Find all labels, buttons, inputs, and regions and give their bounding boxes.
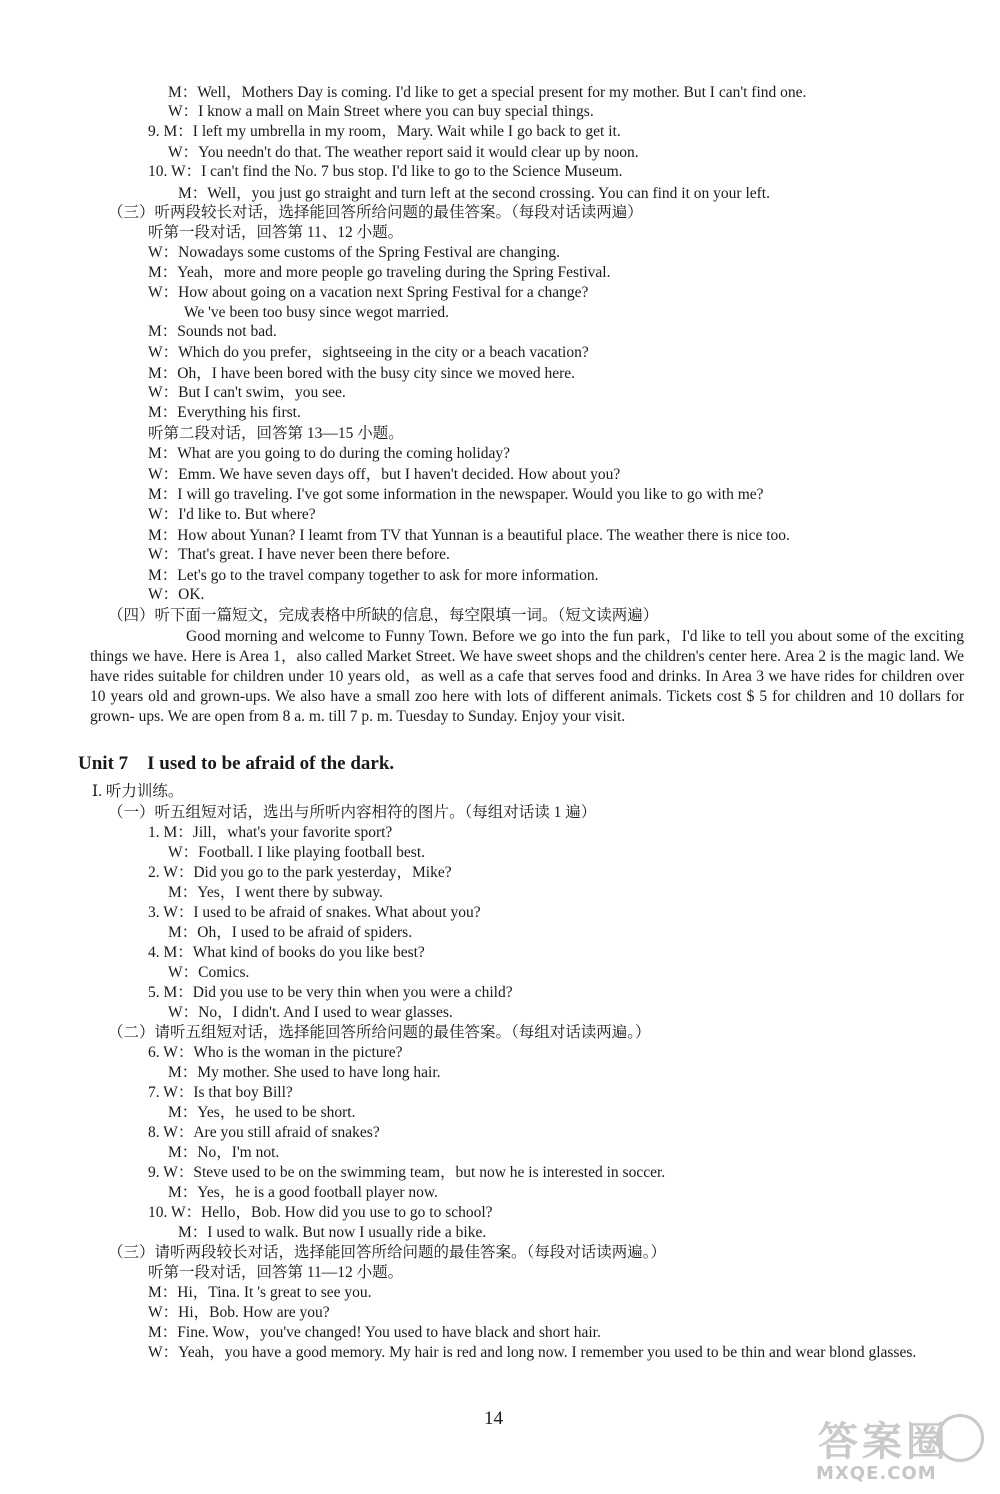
dialogue-line: 9. M：I left my umbrella in my room，Mary. Wait while I go back to get it.: [148, 123, 621, 140]
dialogue-line: 7. W：Is that boy Bill?: [148, 1084, 293, 1101]
sub-instruction: 听第二段对话，回答第 13—15 小题。: [148, 425, 404, 442]
dialogue-line: W：Yeah，you have a good memory. My hair is red and long now. I remember you used to be thin and wear blond glasses.: [148, 1344, 917, 1361]
dialogue-line: M：Sounds not bad.: [148, 323, 277, 340]
dialogue-line: W：How about going on a vacation next Spring Festival for a change?: [148, 284, 589, 301]
unit-heading: Unit 7 I used to be afraid of the dark.: [78, 753, 395, 774]
section-instruction: （三）听两段较长对话，选择能回答所给问题的最佳答案。（每段对话读两遍）: [108, 204, 643, 221]
section-instruction: （二）请听五组短对话，选择能回答所给问题的最佳答案。（每组对话读两遍。）: [108, 1024, 651, 1041]
passage-text: Good morning and welcome to Funny Town. Before we go into the fun park，I'd like to tell you about some of the exciting things we have. Here is Area 1，also called Market Street. We have sweet shops and the children's center here. Area 2 is the magic land. We have rides suitable for children under 10 years old，as well as a cafe that serves food and drinks. In Area 3 we have rides for children over 10 years old and grown-ups. We also have a small zoo here with lots of different animals. Tickets cost $ 5 for children and 10 dollars for grown- ups. We are open from 8 a. m. till 7 p. m. Tuesday to Sunday. Enjoy your visit.: [90, 628, 964, 725]
dialogue-line: M：Yes，he used to be short.: [168, 1104, 356, 1121]
dialogue-line: W：Nowadays some customs of the Spring Festival are changing.: [148, 244, 560, 261]
sub-instruction: 听第一段对话，回答第 11—12 小题。: [148, 1264, 404, 1281]
section-instruction: （四）听下面一篇短文，完成表格中所缺的信息，每空限填一词。（短文读两遍）: [108, 607, 659, 624]
dialogue-line: 8. W：Are you still afraid of snakes?: [148, 1124, 380, 1141]
dialogue-line: M：Well，you just go straight and turn left at the second crossing. You can find it on your left.: [178, 185, 770, 202]
dialogue-line: W：Comics.: [168, 964, 250, 981]
dialogue-line: We 've been too busy since wegot married.: [184, 304, 449, 321]
dialogue-line: W：But I can't swim，you see.: [148, 384, 346, 401]
dialogue-line: M：Fine. Wow，you've changed! You used to have black and short hair.: [148, 1324, 601, 1341]
dialogue-line: 1. M：Jill，what's your favorite sport?: [148, 824, 393, 841]
dialogue-line: W：No，I didn't. And I used to wear glasses.: [168, 1004, 453, 1021]
dialogue-line: 2. W：Did you go to the park yesterday，Mike?: [148, 864, 452, 881]
dialogue-line: 4. M：What kind of books do you like best?: [148, 944, 425, 961]
dialogue-line: M：Hi，Tina. It 's great to see you.: [148, 1284, 372, 1301]
part-heading: Ⅰ. 听力训练。: [92, 783, 184, 800]
dialogue-line: 6. W：Who is the woman in the picture?: [148, 1044, 403, 1061]
section-instruction: （一）听五组短对话，选出与所听内容相符的图片。（每组对话读 1 遍）: [108, 804, 597, 821]
dialogue-line: M：Yes，I went there by subway.: [168, 884, 383, 901]
watermark-logo: [812, 1408, 992, 1488]
dialogue-line: W：Emm. We have seven days off，but I haven't decided. How about you?: [148, 466, 621, 483]
section-instruction: （三）请听两段较长对话，选择能回答所给问题的最佳答案。（每段对话读两遍。）: [108, 1244, 667, 1261]
dialogue-line: W：You needn't do that. The weather report said it would clear up by noon.: [168, 144, 639, 161]
dialogue-line: 3. W：I used to be afraid of snakes. What about you?: [148, 904, 481, 921]
dialogue-line: W：Which do you prefer，sightseeing in the city or a beach vacation?: [148, 344, 589, 361]
dialogue-line: M：Yeah，more and more people go traveling during the Spring Festival.: [148, 264, 611, 281]
sub-instruction: 听第一段对话，回答第 11、12 小题。: [148, 224, 404, 241]
dialogue-line: 10. W：Hello，Bob. How did you use to go to school?: [148, 1204, 493, 1221]
dialogue-line: M：Everything his first.: [148, 404, 301, 421]
dialogue-line: W：Football. I like playing football best.: [168, 844, 425, 861]
dialogue-line: M：No，I'm not.: [168, 1144, 280, 1161]
dialogue-line: 10. W：I can't find the No. 7 bus stop. I'd like to go to the Science Museum.: [148, 163, 623, 180]
dialogue-line: 9. W：Steve used to be on the swimming team，but now he is interested in soccer.: [148, 1164, 666, 1181]
dialogue-line: M：Oh，I used to be afraid of spiders.: [168, 924, 413, 941]
dialogue-line: M：My mother. She used to have long hair.: [168, 1064, 441, 1081]
dialogue-line: W：I'd like to. But where?: [148, 506, 316, 523]
dialogue-line: M：How about Yunan? I leamt from TV that Yunnan is a beautiful place. The weather there is nice too.: [148, 527, 790, 544]
dialogue-line: W：That's great. I have never been there before.: [148, 546, 450, 563]
dialogue-line: M：Well，Mothers Day is coming. I'd like to get a special present for my mother. But I can't find one.: [168, 84, 807, 101]
dialogue-line: M：Oh，I have been bored with the busy city since we moved here.: [148, 365, 575, 382]
dialogue-line: W：I know a mall on Main Street where you can buy special things.: [168, 103, 594, 120]
dialogue-line: M：Yes，he is a good football player now.: [168, 1184, 438, 1201]
dialogue-line: W：Hi，Bob. How are you?: [148, 1304, 330, 1321]
page-number: 14: [484, 1408, 503, 1429]
watermark-seal-icon: [936, 1414, 984, 1462]
dialogue-line: M：What are you going to do during the coming holiday?: [148, 445, 511, 462]
dialogue-line: W：OK.: [148, 586, 205, 603]
dialogue-line: M：Let's go to the travel company together to ask for more information.: [148, 567, 599, 584]
dialogue-line: M：I used to walk. But now I usually ride a bike.: [178, 1224, 487, 1241]
watermark-url: MXQE.COM: [816, 1463, 937, 1484]
watermark-title: 答案圈: [818, 1419, 950, 1465]
dialogue-line: M：I will go traveling. I've got some information in the newspaper. Would you like to go with me?: [148, 486, 764, 503]
dialogue-line: 5. M：Did you use to be very thin when you were a child?: [148, 984, 513, 1001]
